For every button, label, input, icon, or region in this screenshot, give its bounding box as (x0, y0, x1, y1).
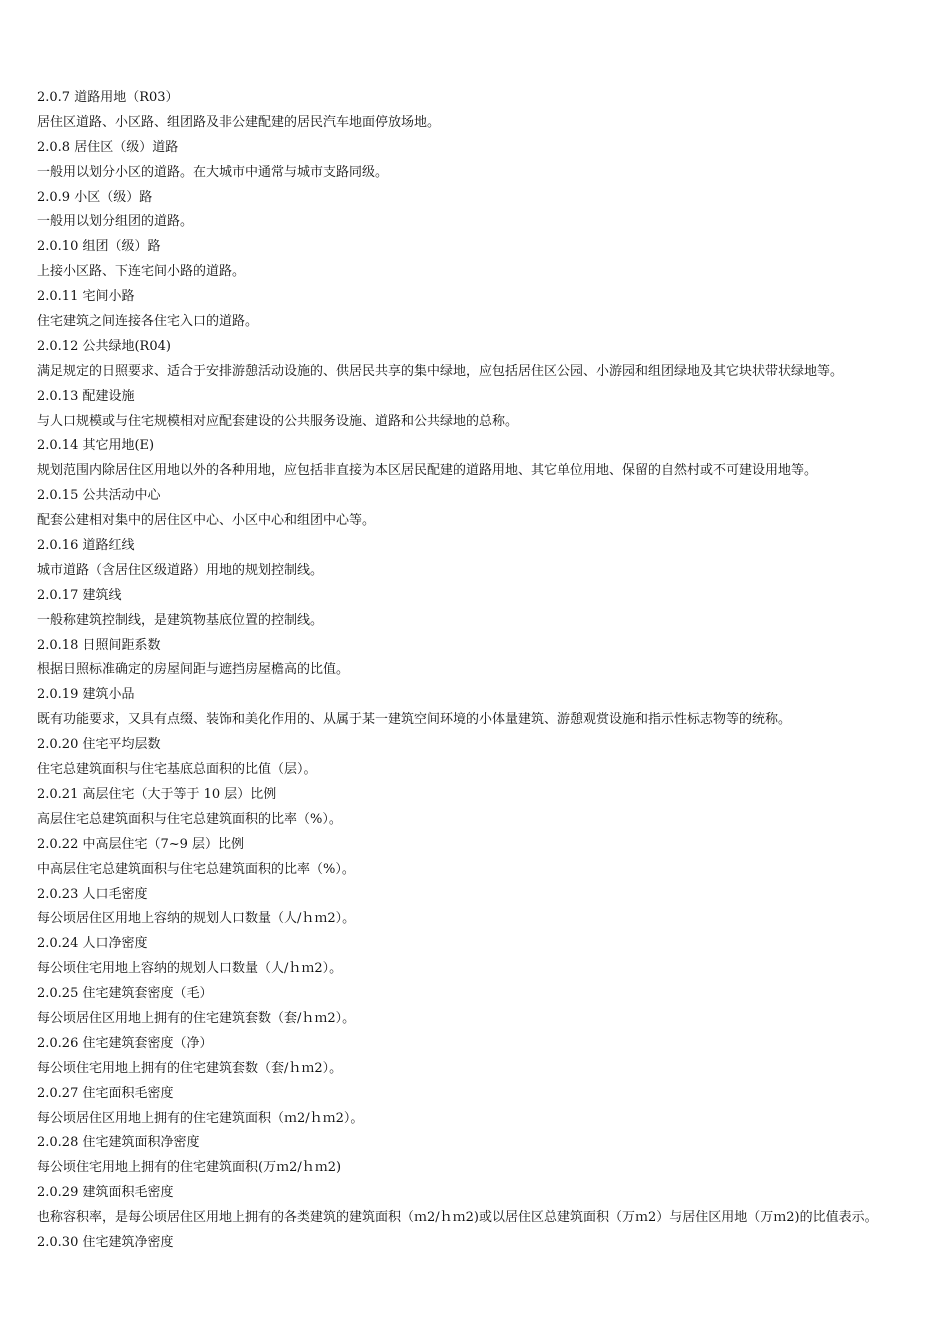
section-text: 一般用以划分组团的道路。 (37, 214, 194, 230)
section-text: 居住区道路、小区路、组团路及非公建配建的居民汽车地面停放场地。 (37, 114, 441, 130)
section-heading: 2.0.25 住宅建筑套密度（毛） (37, 986, 213, 1002)
section-heading: 2.0.19 建筑小品 (37, 687, 135, 703)
section-heading: 2.0.11 宅间小路 (37, 289, 135, 305)
section-heading: 2.0.28 住宅建筑面积净密度 (37, 1135, 200, 1151)
section-text: 一般称建筑控制线，是建筑物基底位置的控制线。 (37, 612, 324, 628)
section-text: 也称容积率，是每公顷居住区用地上拥有的各类建筑的建筑面积（ｍ2/ｈｍ2)或以居住区总建筑面积（万ｍ2）与居住区用地（万ｍ2)的比值表示。 (37, 1210, 878, 1226)
section-heading: 2.0.13 配建设施 (37, 388, 135, 404)
section-heading: 2.0.15 公共活动中心 (37, 488, 161, 504)
section-heading: 2.0.27 住宅面积毛密度 (37, 1085, 174, 1101)
document-page (37, 86, 917, 1231)
section-text: 上接小区路、下连宅间小路的道路。 (37, 264, 246, 280)
section-text: 每公顷住宅用地上拥有的住宅建筑面积(万ｍ2/ｈｍ2) (37, 1160, 342, 1176)
document-tail (37, 1231, 917, 1256)
section-heading: 2.0.8 居住区（级）道路 (37, 139, 179, 155)
section-heading: 2.0.10 组团（级）路 (37, 239, 161, 255)
section-heading: 2.0.14 其它用地(E) (37, 438, 155, 454)
section-text: 每公顷居住区用地上拥有的住宅建筑面积（ｍ2/ｈｍ2）。 (37, 1110, 364, 1126)
section-heading: 2.0.22 中高层住宅（7~9 层）比例 (37, 836, 245, 852)
section-heading: 2.0.29 建筑面积毛密度 (37, 1185, 174, 1201)
section-text: 中高层住宅总建筑面积与住宅总建筑面积的比率（%）。 (37, 861, 355, 877)
section-heading: 2.0.9 小区（级）路 (37, 189, 153, 205)
section-heading: 2.0.16 道路红线 (37, 538, 135, 554)
section-heading: 2.0.12 公共绿地(R04) (37, 338, 171, 354)
section-text: 根据日照标准确定的房屋间距与遮挡房屋檐高的比值。 (37, 662, 350, 678)
section-heading: 2.0.21 高层住宅（大于等于 10 层）比例 (37, 786, 277, 802)
section-heading: 2.0.20 住宅平均层数 (37, 737, 161, 753)
section-heading: 2.0.17 建筑线 (37, 587, 122, 603)
section-text: 满足规定的日照要求、适合于安排游憩活动设施的、供居民共享的集中绿地，应包括居住区公园、小游园和组团绿地及其它块状带状绿地等。 (37, 363, 844, 379)
section-heading: 2.0.30 住宅建筑净密度 (37, 1235, 174, 1250)
section-text: 规划范围内除居住区用地以外的各种用地，应包括非直接为本区居民配建的道路用地、其它单位用地、保留的自然村或不可建设用地等。 (37, 463, 818, 479)
section-heading: 2.0.24 人口净密度 (37, 936, 148, 952)
section-text: 每公顷居住区用地上容纳的规划人口数量（人/ｈｍ2）。 (37, 911, 356, 927)
section-heading: 2.0.7 道路用地（R03） (37, 90, 179, 105)
section-text: 既有功能要求，又具有点缀、装饰和美化作用的、从属于某一建筑空间环境的小体量建筑、游憩观赏设施和指示性标志物等的统称。 (37, 712, 792, 728)
section-text: 高层住宅总建筑面积与住宅总建筑面积的比率（%）。 (37, 811, 342, 827)
section-text: 每公顷住宅用地上容纳的规划人口数量（人/ｈｍ2）。 (37, 961, 343, 977)
section-text: 一般用以划分小区的道路。在大城市中通常与城市支路同级。 (37, 164, 389, 180)
section-heading: 2.0.26 住宅建筑套密度（净） (37, 1035, 213, 1051)
section-text: 每公顷住宅用地上拥有的住宅建筑套数（套/ｈｍ2）。 (37, 1060, 343, 1076)
section-heading: 2.0.18 日照间距系数 (37, 637, 161, 653)
section-heading: 2.0.23 人口毛密度 (37, 886, 148, 902)
section-text: 配套公建相对集中的居住区中心、小区中心和组团中心等。 (37, 513, 376, 529)
section-text: 城市道路（含居住区级道路）用地的规划控制线。 (37, 562, 324, 578)
section-text: 住宅建筑之间连接各住宅入口的道路。 (37, 314, 259, 330)
section-text: 与人口规模或与住宅规模相对应配套建设的公共服务设施、道路和公共绿地的总称。 (37, 413, 519, 429)
section-text: 每公顷居住区用地上拥有的住宅建筑套数（套/ｈｍ2）。 (37, 1010, 356, 1026)
section-text: 住宅总建筑面积与住宅基底总面积的比值（层）。 (37, 762, 317, 778)
